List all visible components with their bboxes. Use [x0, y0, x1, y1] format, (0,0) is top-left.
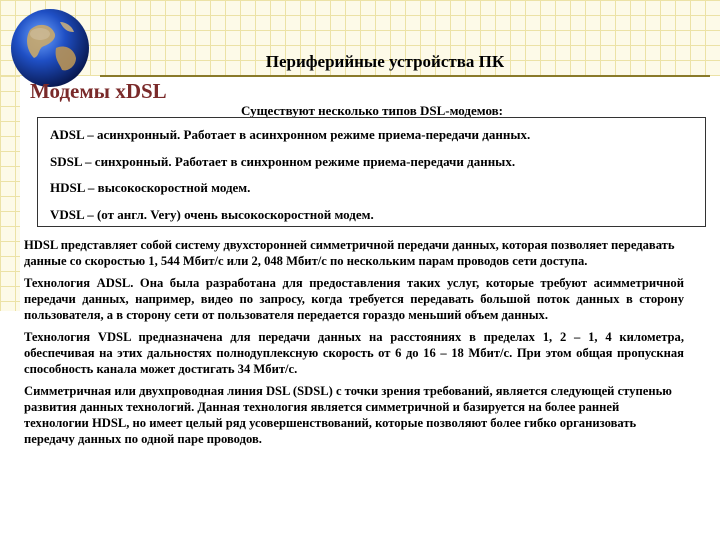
modem-types-box — [37, 117, 706, 227]
intro-text: Существуют несколько типов DSL-модемов: — [241, 103, 503, 118]
paragraph-hdsl: HDSL представляет собой систему двухсторонней симметричной передачи данных, которая позволяет передавать данные со скоростью 1, 544 Мбит/с или 2, 048 Мбит/с по нескольким парам проводов сети доступа. — [24, 238, 675, 268]
modem-type-item: HDSL – высокоскоростной модем. — [50, 180, 251, 195]
modem-type-item: VDSL – (от англ. Very) очень высокоскоростной модем. — [50, 206, 374, 222]
modem-type-item: ADSL – асинхронный. Работает в асинхронном режиме приема-передачи данных. — [50, 127, 531, 142]
globe-icon — [10, 8, 90, 88]
header-rule — [100, 75, 710, 77]
body-text — [24, 237, 684, 453]
paragraph-adsl: Технология ADSL. Она была разработана для предоставления таких услуг, которые требуют асимметричной передачи данных, например, видео по запросу, когда требуется передавать большой поток данных в сторону пользователя, а в сторону сети от пользователя передается гораздо меньший объем данных. — [24, 276, 684, 322]
paragraph-sdsl: Симметричная или двухпроводная линия DSL (SDSL) с точки зрения требований, является следующей ступенью развития данных технологий. Данная технология является симметричной и базируется на более ранней технологии HDSL, но имеет целый ряд усовершенствований, которые позволяют более гибко организовать передачу данных по одной паре проводов. — [24, 384, 672, 446]
slide-title: Модемы xDSL — [30, 79, 167, 103]
header-title: Периферийные устройства ПК — [265, 52, 505, 71]
modem-type-item: SDSL – синхронный. Работает в синхронном режиме приема-передачи данных. — [50, 153, 516, 169]
decorative-grid-left — [0, 76, 20, 311]
paragraph-vdsl: Технология VDSL предназначена для передачи данных на расстояниях в пределах 1, 2 – 1, 4 километра, обеспечивая на этих дальностях полнодуплексную скорость от 6 до 16 – 18 Мбит/с. При этом общая пропускная способность канала может достигать 34 Мбит/с. — [24, 330, 684, 376]
